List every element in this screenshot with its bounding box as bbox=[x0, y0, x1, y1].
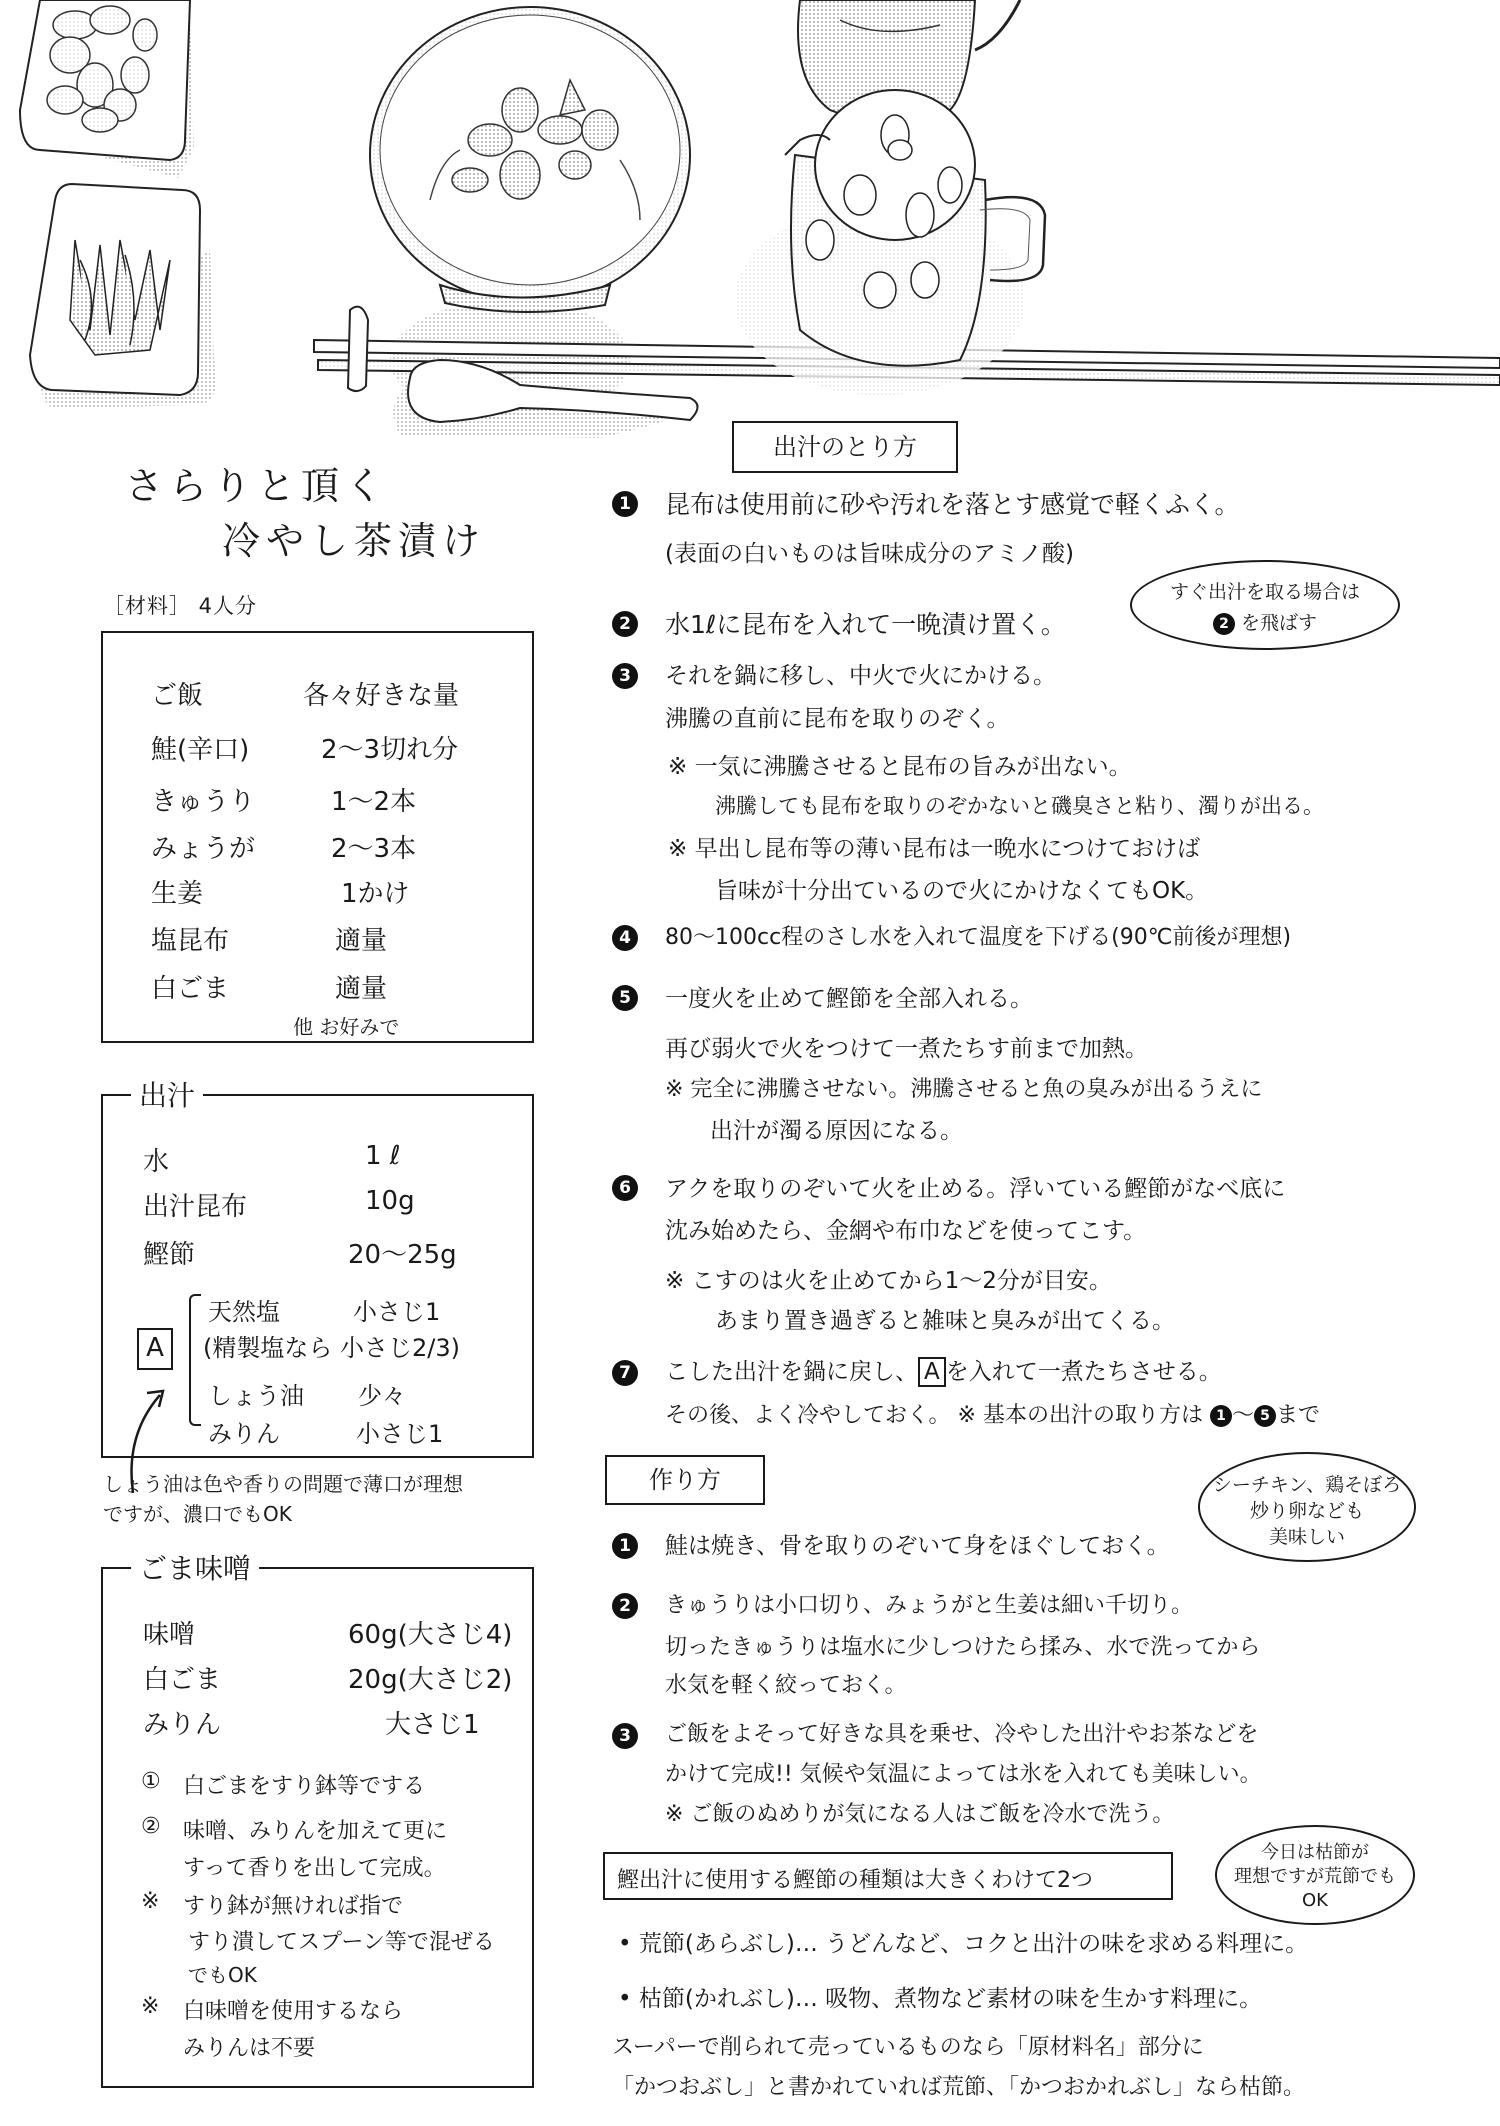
step7-text: まで bbox=[1276, 1403, 1321, 1428]
goma-step-line: みりんは不要 bbox=[183, 2036, 316, 2061]
dashi-item-name: 水 bbox=[143, 1147, 170, 1177]
ingredient-name: きゅうり bbox=[151, 787, 256, 817]
dashi-step-line: 一度火を止めて鰹節を全部入れる。 bbox=[665, 986, 1033, 1012]
step-number-icon: 5 bbox=[612, 985, 638, 1011]
ingredient-amount: 各々好きな量 bbox=[303, 681, 460, 711]
goma-item-amount: 60g(大さじ4) bbox=[348, 1620, 513, 1650]
step-number-icon: 3 bbox=[612, 663, 638, 689]
step7-text: こした出汁を鍋に戻し、 bbox=[665, 1359, 918, 1385]
topping-suggestion-bubble bbox=[1198, 1452, 1416, 1562]
group-item-name: しょう油 bbox=[208, 1382, 304, 1410]
dashi-step-line: 旨味が十分出ているので火にかけなくてもOK。 bbox=[715, 878, 1209, 904]
katsuobushi-bullet: • 枯節(かれぶし)… 吸物、煮物など素材の味を生かす料理に。 bbox=[618, 1986, 1263, 2012]
ingredient-name: 鮭(辛口) bbox=[151, 735, 250, 765]
bubble-line: 炒り卵なども bbox=[1249, 1500, 1364, 1522]
goma-step-line: 味噌、みりんを加えて更に bbox=[183, 1819, 448, 1844]
step7-text: その後、よく冷やしておく。 ※ 基本の出汁の取り方は bbox=[665, 1403, 1203, 1428]
dashi-step-line: 沸騰しても昆布を取りのぞかないと磯臭さと粘り、濁りが出る。 bbox=[715, 794, 1324, 818]
serving-size: ［材料］ 4人分 bbox=[103, 594, 258, 618]
dashi-box-title: 出汁 bbox=[131, 1074, 203, 1114]
glass-pitcher-illustration bbox=[735, 90, 1045, 395]
bubble-line: OK bbox=[1302, 1890, 1328, 1911]
dashi-step-line: 水1ℓに昆布を入れて一晩漬け置く。 bbox=[665, 610, 1066, 639]
goma-step-mark: ② bbox=[141, 1814, 161, 1839]
cucumber-dish-illustration bbox=[20, 0, 194, 178]
dashi-item-amount: 10g bbox=[365, 1186, 415, 1216]
dashi-step-line: ※ 早出し昆布等の薄い昆布は一晩水につけておけば bbox=[668, 836, 1201, 862]
goma-step-line: すり鉢が無ければ指で bbox=[183, 1894, 404, 1919]
method-step-line: かけて完成!! 気候や気温によっては氷を入れても美味しい。 bbox=[665, 1762, 1262, 1787]
katsuobushi-note: 「かつおぶし」と書かれていれば荒節、「かつおかれぶし」なら枯節。 bbox=[612, 2075, 1306, 2100]
group-item-name: 天然塩 bbox=[208, 1298, 280, 1326]
group-a-tag: A bbox=[137, 1328, 173, 1370]
step-number-icon: 2 bbox=[612, 611, 638, 637]
dashi-step-line: ※ こすのは火を止めてから1〜2分が目安。 bbox=[665, 1268, 1112, 1294]
dashi-step-line: 再び弱火で火をつけて一煮たちす前まで加熱。 bbox=[665, 1036, 1148, 1062]
step-number-icon: 5 bbox=[1254, 1405, 1276, 1427]
method-step-line: 鮭は焼き、骨を取りのぞいて身をほぐしておく。 bbox=[665, 1533, 1170, 1559]
dashi-step7-line2 bbox=[665, 1398, 1320, 1429]
soy-sauce-note-line1: しょう油は色や香りの問題で薄口が理想 bbox=[103, 1472, 463, 1496]
rice-bowl-illustration bbox=[370, 7, 690, 420]
goma-step-mark: ① bbox=[141, 1769, 161, 1794]
method-step-line: 切ったきゅうりは塩水に少しつけたら揉み、水で洗ってから bbox=[665, 1635, 1261, 1660]
bubble-line: を飛ばす bbox=[1241, 612, 1318, 634]
dashi-step-line: あまり置き過ぎると雑味と臭みが出てくる。 bbox=[715, 1308, 1175, 1334]
goma-miso-title: ごま味噌 bbox=[131, 1547, 259, 1587]
dashi-step-line: 沸騰の直前に昆布を取りのぞく。 bbox=[665, 706, 1010, 732]
dashi-step-line: (表面の白いものは旨味成分のアミノ酸) bbox=[665, 541, 1074, 567]
goma-item-name: 味噌 bbox=[143, 1620, 196, 1650]
dashi-method-heading: 出汁のとり方 bbox=[732, 421, 958, 473]
method-step-line: きゅうりは小口切り、みょうがと生姜は細い千切り。 bbox=[665, 1593, 1194, 1618]
ingredient-name: みょうが bbox=[151, 834, 256, 864]
dashi-step-line: アクを取りのぞいて火を止める。浮いている鰹節がなべ底に bbox=[665, 1176, 1286, 1202]
bubble-line: 美味しい bbox=[1268, 1526, 1345, 1548]
step-number-icon: 7 bbox=[612, 1360, 638, 1386]
goma-step-line: 白味噌を使用するなら bbox=[183, 1999, 404, 2024]
goma-item-amount: 20g(大さじ2) bbox=[348, 1665, 513, 1695]
step7-text: を入れて一煮たちさせる。 bbox=[945, 1359, 1222, 1385]
group-item-name: みりん bbox=[208, 1420, 280, 1448]
goma-step-mark: ※ bbox=[141, 1994, 160, 2019]
ingredient-name: ご飯 bbox=[151, 681, 204, 711]
dashi-step-line: 昆布は使用前に砂や汚れを落とす感覚で軽くふく。 bbox=[665, 490, 1240, 519]
goma-step-line: すり潰してスプーン等で混ぜる bbox=[188, 1930, 495, 1955]
ingredient-amount: 適量 bbox=[335, 974, 388, 1004]
recipe-title-line1: さらりと頂く bbox=[125, 464, 390, 508]
dashi-item-amount: 1 ℓ bbox=[365, 1141, 401, 1171]
dashi-step-line: ※ 完全に沸騰させない。沸騰させると魚の臭みが出るうえに bbox=[665, 1077, 1263, 1102]
step-number-icon: 1 bbox=[1210, 1405, 1232, 1427]
ingredient-name: 塩昆布 bbox=[151, 926, 230, 956]
dashi-step-line: 出汁が濁る原因になる。 bbox=[710, 1118, 963, 1144]
goma-item-name: 白ごま bbox=[143, 1665, 222, 1695]
step-number-icon: 3 bbox=[612, 1723, 638, 1749]
katsuobushi-heading-box bbox=[603, 1852, 1173, 1900]
katsuobushi-bullet: • 荒節(あらぶし)… うどんなど、コクと出汁の味を求める料理に。 bbox=[618, 1931, 1309, 1957]
bubble-line: シーチキン、鶏そぼろ bbox=[1212, 1474, 1402, 1496]
method-step-line: ※ ご飯のぬめりが気になる人はご飯を冷水で洗う。 bbox=[665, 1802, 1175, 1827]
group-item-amount: 小さじ1 bbox=[356, 1420, 444, 1448]
dashi-item-name: 出汁昆布 bbox=[143, 1192, 248, 1222]
katsuobushi-note: スーパーで削られて売っているものなら「原材料名」部分に bbox=[612, 2035, 1204, 2060]
goma-step-line: すって香りを出して完成。 bbox=[183, 1856, 446, 1881]
ingredient-amount: 2〜3本 bbox=[331, 834, 417, 864]
dashi-step-line: ※ 一気に沸騰させると昆布の旨みが出ない。 bbox=[668, 754, 1132, 780]
dashi-step7-line1 bbox=[665, 1353, 1222, 1387]
bubble-line: 理想ですが荒節でも bbox=[1234, 1866, 1396, 1887]
method-step-line: 水気を軽く絞っておく。 bbox=[665, 1673, 907, 1698]
method-step-line: ご飯をよそって好きな具を乗せ、冷やした出汁やお茶などを bbox=[665, 1722, 1259, 1747]
dashi-item-name: 鰹節 bbox=[143, 1240, 196, 1270]
step-number-icon: 1 bbox=[612, 1533, 638, 1559]
food-illustration bbox=[0, 0, 1500, 440]
method-heading: 作り方 bbox=[605, 1455, 765, 1505]
goma-item-amount: 大さじ1 bbox=[385, 1710, 480, 1740]
ingredients-other-note: 他 お好みで bbox=[293, 1015, 400, 1039]
katsuobushi-heading: 鰹出汁に使用する鰹節の種類は大きくわけて2つ bbox=[617, 1868, 1093, 1893]
step7-text: 〜 bbox=[1231, 1403, 1254, 1428]
ingredient-amount: 1かけ bbox=[341, 879, 410, 909]
group-item-amount: 小さじ1 bbox=[353, 1298, 441, 1326]
ingredient-name: 生姜 bbox=[151, 879, 204, 909]
group-item-name: (精製塩なら 小さじ2/3) bbox=[203, 1334, 460, 1362]
goma-step-line: でもOK bbox=[188, 1963, 257, 1987]
step-number-icon: 2 bbox=[612, 1593, 638, 1619]
goma-miso-box bbox=[101, 1552, 534, 2088]
bubble-line: すぐ出汁を取る場合は bbox=[1169, 581, 1360, 603]
bubble-line: 今日は枯節が bbox=[1261, 1842, 1369, 1863]
dashi-item-amount: 20〜25g bbox=[348, 1240, 457, 1270]
group-a-bracket bbox=[189, 1294, 201, 1426]
group-item-amount: 少々 bbox=[358, 1382, 406, 1410]
goma-item-name: みりん bbox=[143, 1710, 222, 1740]
recipe-title-line2: 冷やし茶漬け bbox=[222, 519, 487, 563]
step-number-icon: 6 bbox=[612, 1175, 638, 1201]
soy-sauce-note-line2: ですが、濃口でもOK bbox=[103, 1502, 292, 1526]
group-a-tag-inline: A bbox=[918, 1357, 946, 1387]
dashi-step-line: それを鍋に移し、中火で火にかける。 bbox=[665, 663, 1056, 689]
myoga-dish-illustration bbox=[30, 184, 215, 408]
step-number-icon: 1 bbox=[612, 491, 638, 517]
arabushi-ok-bubble bbox=[1215, 1825, 1415, 1925]
ingredient-amount: 適量 bbox=[335, 926, 388, 956]
goma-step-line: 白ごまをすり鉢等でする bbox=[183, 1774, 426, 1799]
dashi-step-line: 80〜100cc程のさし水を入れて温度を下げる(90℃前後が理想) bbox=[665, 925, 1292, 950]
ingredient-amount: 2〜3切れ分 bbox=[321, 735, 459, 765]
ingredients-box bbox=[101, 631, 534, 1043]
step-number-icon: 2 bbox=[1213, 613, 1235, 635]
dashi-step-line: 沈み始めたら、金網や布巾などを使ってこす。 bbox=[665, 1218, 1147, 1244]
skip-step-bubble bbox=[1130, 560, 1400, 650]
step-number-icon: 4 bbox=[612, 925, 638, 951]
ingredient-amount: 1〜2本 bbox=[331, 787, 417, 817]
goma-step-mark: ※ bbox=[141, 1889, 160, 1914]
ingredient-name: 白ごま bbox=[151, 974, 230, 1004]
